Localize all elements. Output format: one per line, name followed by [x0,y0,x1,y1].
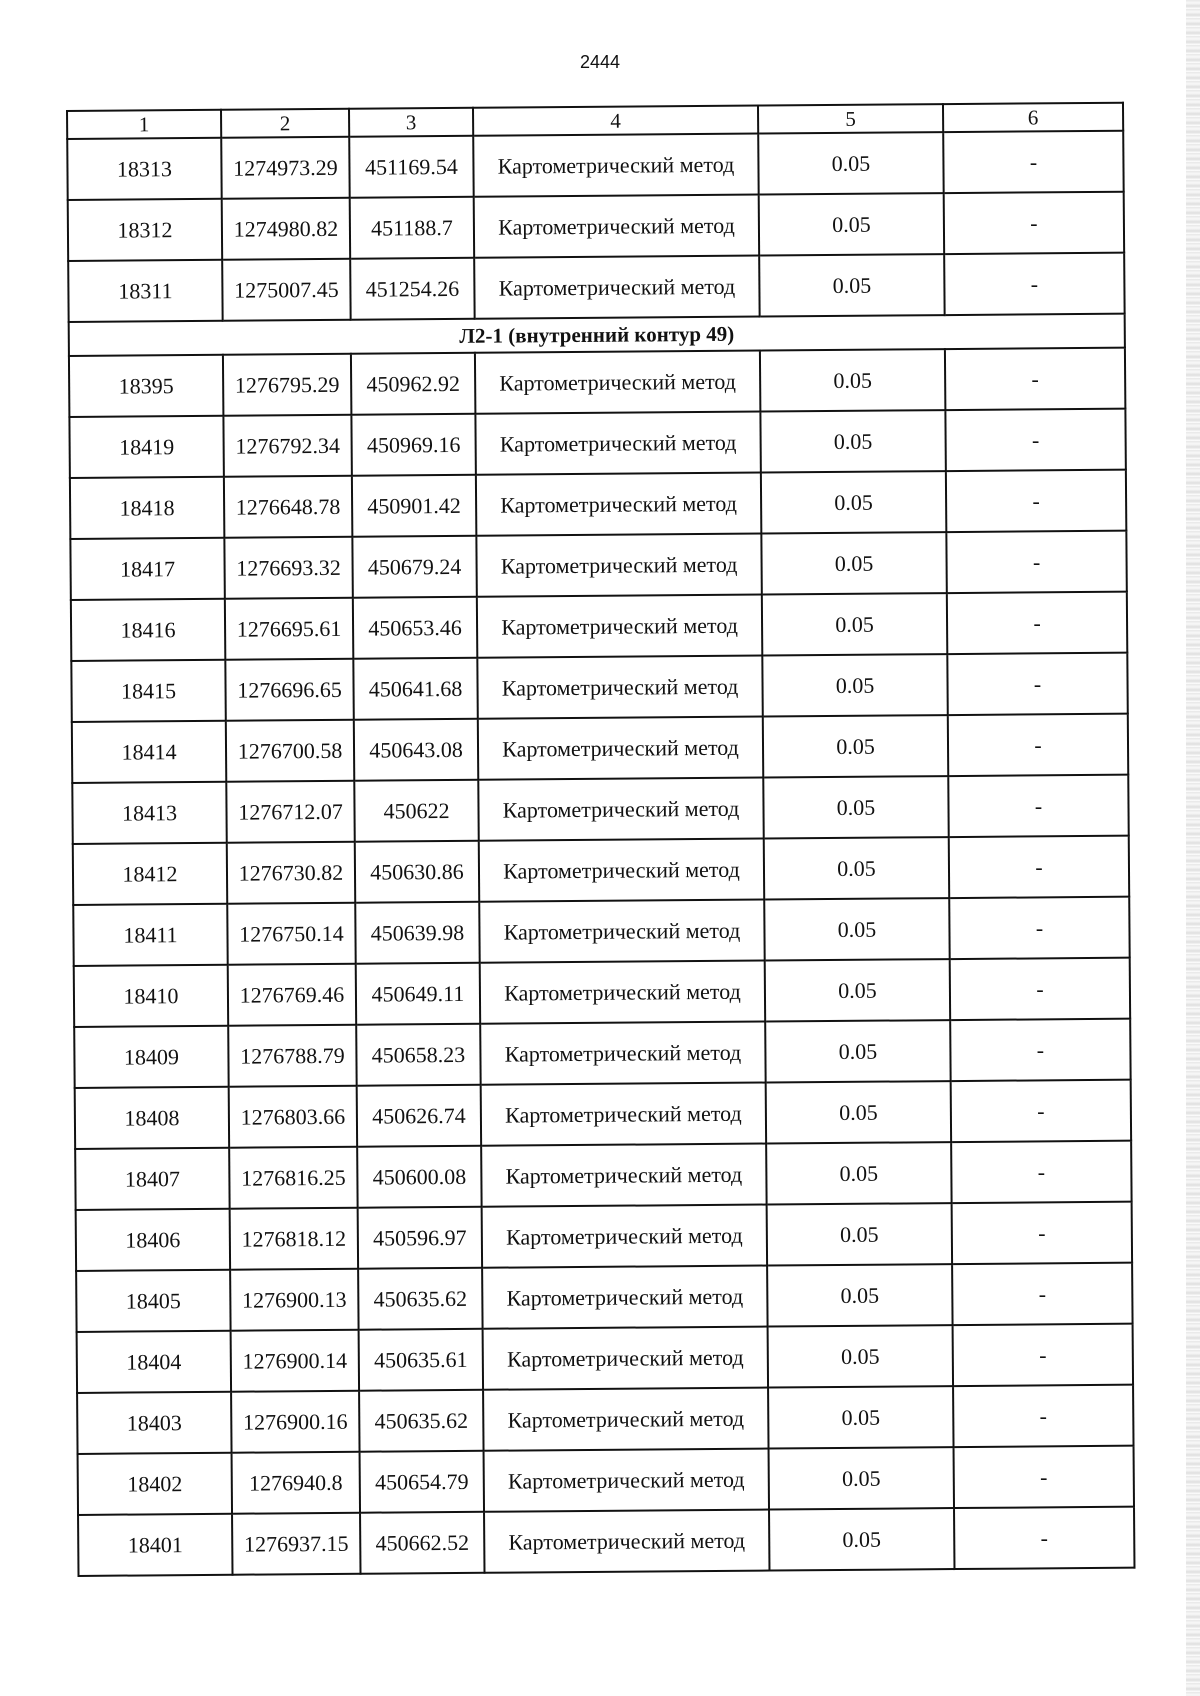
accuracy-cell: 0.05 [762,593,947,655]
y-coordinate-cell: 450643.08 [354,719,478,781]
method-cell: Картометрический метод [478,778,763,841]
description-cell: - [946,531,1126,593]
method-cell: Картометрический метод [483,1327,768,1390]
table-row [72,714,1128,783]
point-number-cell: 18312 [68,199,222,261]
y-coordinate-cell: 450641.68 [353,658,477,720]
column-header-6: 6 [943,103,1123,132]
method-cell: Картометрический метод [480,961,765,1024]
point-number-cell: 18409 [74,1026,228,1088]
column-header-2: 2 [221,109,349,138]
y-coordinate-cell: 451254.26 [350,258,474,320]
accuracy-cell: 0.05 [768,1386,953,1448]
point-number-cell: 18407 [75,1148,229,1210]
x-coordinate-cell: 1276803.66 [229,1086,357,1148]
x-coordinate-cell: 1276693.32 [224,537,352,599]
table-row [67,131,1123,200]
y-coordinate-cell: 450622 [354,780,478,842]
point-number-cell: 18395 [69,355,223,417]
point-number-cell: 18402 [78,1453,232,1515]
table-row [69,409,1125,478]
x-coordinate-cell: 1276700.58 [226,720,354,782]
description-cell: - [945,409,1125,471]
y-coordinate-cell: 450658.23 [356,1024,480,1086]
y-coordinate-cell: 450653.46 [353,597,477,659]
method-cell: Картометрический метод [482,1205,767,1268]
point-number-cell: 18411 [73,904,227,966]
method-cell: Картометрический метод [484,1510,769,1573]
y-coordinate-cell: 451188.7 [350,197,474,259]
column-header-4: 4 [473,106,758,136]
description-cell: - [953,1385,1133,1447]
accuracy-cell: 0.05 [765,1020,950,1082]
method-cell: Картометрический метод [474,195,759,258]
x-coordinate-cell: 1276730.82 [227,842,355,904]
description-cell: - [944,253,1124,315]
point-number-cell: 18405 [76,1270,230,1332]
description-cell: - [945,348,1125,410]
method-cell: Картометрический метод [480,1022,765,1085]
description-cell: - [954,1446,1134,1508]
accuracy-cell: 0.05 [766,1081,951,1143]
table-row [68,253,1124,322]
table-row [74,958,1130,1027]
x-coordinate-cell: 1276818.12 [230,1208,358,1270]
y-coordinate-cell: 450626.74 [357,1085,481,1147]
accuracy-cell: 0.05 [758,132,943,194]
column-header-5: 5 [758,104,943,133]
x-coordinate-cell: 1276750.14 [227,903,355,965]
method-cell: Картометрический метод [481,1144,766,1207]
y-coordinate-cell: 450969.16 [351,414,475,476]
column-header-3: 3 [349,108,473,137]
column-header-1: 1 [67,110,221,139]
method-cell: Картометрический метод [477,595,762,658]
y-coordinate-cell: 450600.08 [357,1146,481,1208]
x-coordinate-cell: 1276792.34 [223,415,351,477]
section-title: Л2-1 (внутренний контур 49) [69,314,1125,356]
y-coordinate-cell: 450679.24 [352,536,476,598]
accuracy-cell: 0.05 [766,1142,951,1204]
accuracy-cell: 0.05 [763,776,948,838]
x-coordinate-cell: 1276900.14 [231,1330,359,1392]
method-cell: Картометрический метод [479,839,764,902]
table-row [70,531,1126,600]
accuracy-cell: 0.05 [760,349,945,411]
point-number-cell: 18414 [72,721,226,783]
method-cell: Картометрический метод [475,412,760,475]
y-coordinate-cell: 450639.98 [355,902,479,964]
description-cell: - [954,1507,1134,1569]
y-coordinate-cell: 450635.61 [359,1329,483,1391]
description-cell: - [953,1324,1133,1386]
accuracy-cell: 0.05 [767,1264,952,1326]
table-row [72,775,1128,844]
x-coordinate-cell: 1276795.29 [223,354,351,416]
accuracy-cell: 0.05 [760,410,945,472]
table-row [78,1507,1134,1576]
y-coordinate-cell: 450630.86 [355,841,479,903]
point-number-cell: 18410 [74,965,228,1027]
y-coordinate-cell: 450962.92 [351,353,475,415]
description-cell: - [951,1080,1131,1142]
description-cell: - [947,653,1127,715]
scan-edge-artifact [1186,0,1200,1696]
table-row [77,1324,1133,1393]
method-cell: Картометрический метод [473,134,758,197]
x-coordinate-cell: 1276695.61 [225,598,353,660]
accuracy-cell: 0.05 [759,193,944,255]
point-number-cell: 18408 [75,1087,229,1149]
description-cell: - [952,1202,1132,1264]
point-number-cell: 18417 [70,538,224,600]
accuracy-cell: 0.05 [759,254,944,316]
table-row [75,1080,1131,1149]
table-row [68,192,1124,261]
method-cell: Картометрический метод [475,351,760,414]
table-row [73,836,1129,905]
point-number-cell: 18403 [77,1392,231,1454]
x-coordinate-cell: 1276816.25 [229,1147,357,1209]
accuracy-cell: 0.05 [765,959,950,1021]
table-row [76,1263,1132,1332]
accuracy-cell: 0.05 [768,1325,953,1387]
y-coordinate-cell: 450662.52 [360,1512,484,1574]
x-coordinate-cell: 1276696.65 [225,659,353,721]
point-number-cell: 18412 [73,843,227,905]
accuracy-cell: 0.05 [767,1203,952,1265]
description-cell: - [950,1019,1130,1081]
x-coordinate-cell: 1275007.45 [222,259,350,321]
method-cell: Картометрический метод [477,656,762,719]
method-cell: Картометрический метод [484,1449,769,1512]
description-cell: - [947,592,1127,654]
x-coordinate-cell: 1276900.16 [231,1391,359,1453]
method-cell: Картометрический метод [474,256,759,319]
y-coordinate-cell: 450649.11 [356,963,480,1025]
description-cell: - [949,897,1129,959]
description-cell: - [949,836,1129,898]
table-body [67,131,1134,1576]
table-row [73,897,1129,966]
x-coordinate-cell: 1276648.78 [224,476,352,538]
coordinates-table [66,102,1135,1577]
table-row [69,348,1125,417]
point-number-cell: 18415 [71,660,225,722]
point-number-cell: 18313 [67,138,221,200]
point-number-cell: 18404 [77,1331,231,1393]
description-cell: - [948,714,1128,776]
description-cell: - [943,131,1123,193]
x-coordinate-cell: 1276769.46 [228,964,356,1026]
accuracy-cell: 0.05 [762,654,947,716]
accuracy-cell: 0.05 [769,1447,954,1509]
point-number-cell: 18311 [68,260,222,322]
description-cell: - [946,470,1126,532]
description-cell: - [952,1263,1132,1325]
point-number-cell: 18413 [72,782,226,844]
table-row [78,1446,1134,1515]
x-coordinate-cell: 1276788.79 [228,1025,356,1087]
y-coordinate-cell: 450654.79 [360,1451,484,1513]
description-cell: - [944,192,1124,254]
method-cell: Картометрический метод [482,1266,767,1329]
x-coordinate-cell: 1276900.13 [230,1269,358,1331]
table-row [70,470,1126,539]
x-coordinate-cell: 1274980.82 [222,198,350,260]
y-coordinate-cell: 450596.97 [358,1207,482,1269]
x-coordinate-cell: 1276712.07 [226,781,354,843]
accuracy-cell: 0.05 [769,1508,954,1570]
table-row [75,1141,1131,1210]
y-coordinate-cell: 450901.42 [352,475,476,537]
accuracy-cell: 0.05 [764,898,949,960]
table-row [76,1202,1132,1271]
method-cell: Картометрический метод [476,534,761,597]
accuracy-cell: 0.05 [761,532,946,594]
method-cell: Картометрический метод [479,900,764,963]
x-coordinate-cell: 1276940.8 [232,1452,360,1514]
table-row [74,1019,1130,1088]
y-coordinate-cell: 451169.54 [349,136,473,198]
y-coordinate-cell: 450635.62 [359,1390,483,1452]
point-number-cell: 18401 [78,1514,232,1576]
y-coordinate-cell: 450635.62 [358,1268,482,1330]
point-number-cell: 18419 [69,416,223,478]
point-number-cell: 18418 [70,477,224,539]
x-coordinate-cell: 1274973.29 [221,137,349,199]
table-row [77,1385,1133,1454]
accuracy-cell: 0.05 [763,715,948,777]
page-number: 2444 [579,52,621,72]
table-row [71,653,1127,722]
x-coordinate-cell: 1276937.15 [232,1513,360,1575]
description-cell: - [948,775,1128,837]
table-row [71,592,1127,661]
method-cell: Картометрический метод [483,1388,768,1451]
accuracy-cell: 0.05 [761,471,946,533]
description-cell: - [951,1141,1131,1203]
accuracy-cell: 0.05 [764,837,949,899]
point-number-cell: 18416 [71,599,225,661]
point-number-cell: 18406 [76,1209,230,1271]
method-cell: Картометрический метод [478,717,763,780]
description-cell: - [950,958,1130,1020]
method-cell: Картометрический метод [476,473,761,536]
method-cell: Картометрический метод [481,1083,766,1146]
